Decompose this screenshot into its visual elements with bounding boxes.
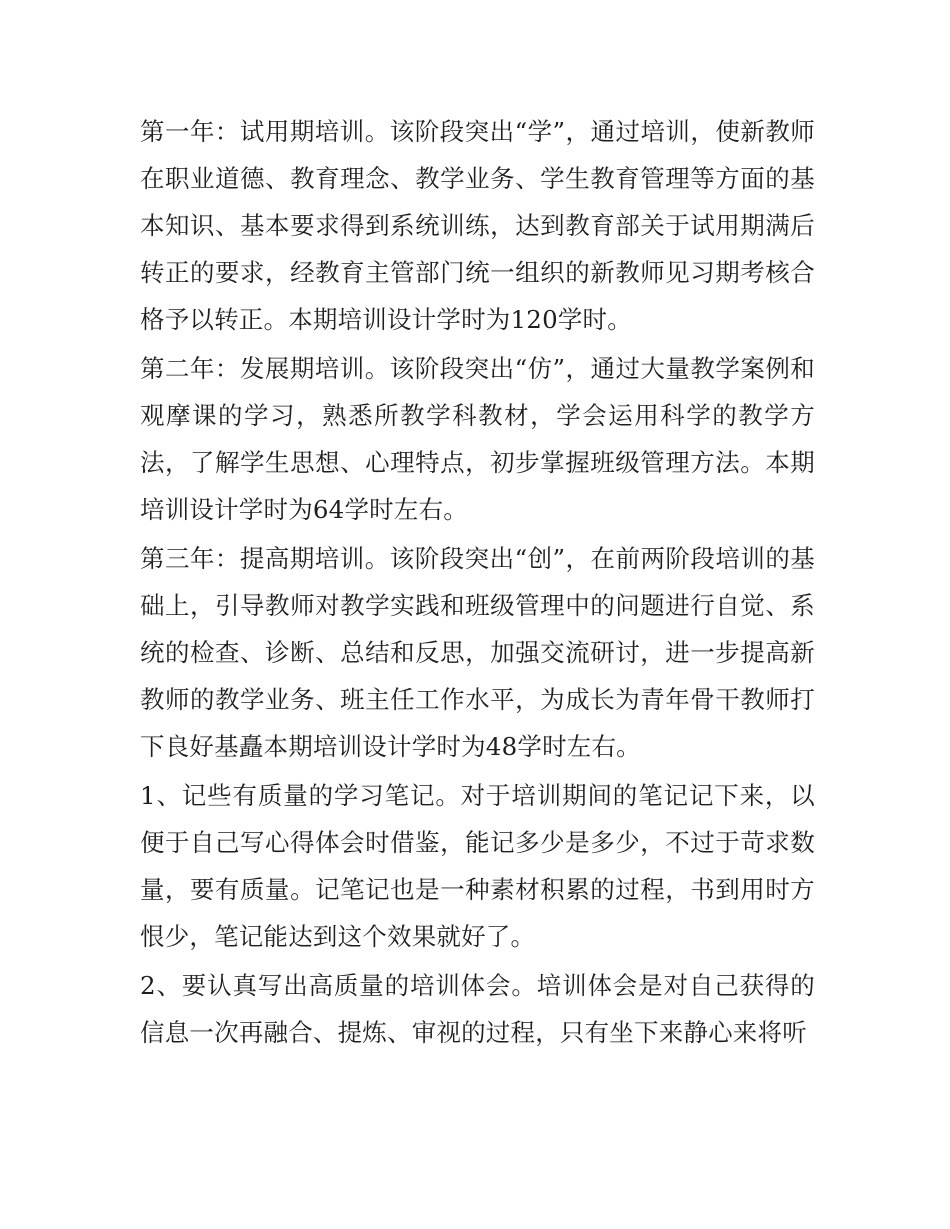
paragraph-training-reflection: 2、要认真写出高质量的培训体会。培训体会是对自己获得的信息一次再融合、提炼、审视的过程，只有坐下来静心来将听: [140, 971, 815, 1047]
paragraph-third-year-training: 第三年：提高期培训。该阶段突出“创”，在前两阶段培训的基础上，引导教师对教学实践和班级管理中的问题进行自觉、系统的检查、诊断、总结和反思，加强交流研讨，进一步提高新教师的教学业务、班主任工作水平，为成长为青年骨干教师打下良好基矗本期培训设计学时为48学时左右。: [140, 544, 815, 761]
paragraph-first-year-training: 第一年：试用期培训。该阶段突出“学”，通过培训，使新教师在职业道德、教育理念、教学业务、学生教育管理等方面的基本知识、基本要求得到系统训练，达到教育部关于试用期满后转正的要求，经教育主管部门统一组织的新教师见习期考核合格予以转正。本期培训设计学时为120学时。: [140, 117, 815, 334]
paragraph-second-year-training: 第二年：发展期培训。该阶段突出“仿”，通过大量教学案例和观摩课的学习，熟悉所教学科教材，学会运用科学的教学方法，了解学生思想、心理特点，初步掌握班级管理方法。本期培训设计学时为64学时左右。: [140, 354, 815, 524]
paragraph-study-notes: 1、记些有质量的学习笔记。对于培训期间的笔记记下来，以便于自己写心得体会时借鉴，能记多少是多少，不过于苛求数量，要有质量。记笔记也是一种素材积累的过程，书到用时方恨少，笔记能达到这个效果就好了。: [140, 781, 815, 951]
document-body: [140, 108, 815, 1058]
